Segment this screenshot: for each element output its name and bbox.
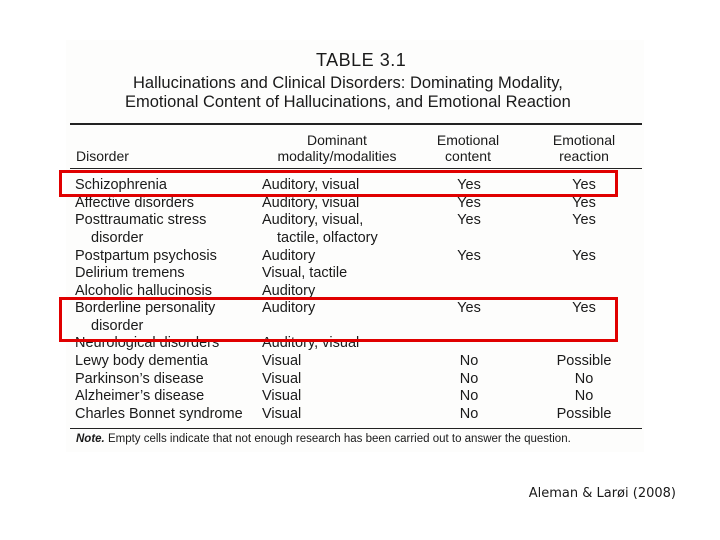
cell-disorder: Lewy body dementia — [75, 353, 208, 369]
cell-disorder: Schizophrenia — [75, 177, 167, 193]
cell-modality: Auditory, visual — [262, 335, 360, 351]
table-row — [0, 247, 720, 265]
table-title-line-1: Hallucinations and Clinical Disorders: Dominating Modality, — [133, 74, 563, 92]
cell-modality: tactile, olfactory — [277, 230, 378, 246]
table-row — [0, 229, 720, 247]
cell-reaction: Yes — [572, 195, 596, 211]
header-content-line-1: Emotional — [436, 132, 500, 148]
header-content-line-2: content — [445, 148, 491, 164]
cell-disorder: Parkinson’s disease — [75, 371, 204, 387]
cell-modality: Auditory, visual, — [262, 212, 364, 228]
table-bottom-rule — [70, 428, 642, 429]
cell-disorder: disorder — [91, 318, 144, 334]
cell-modality: Auditory — [262, 283, 316, 299]
table-row — [0, 352, 720, 370]
cell-disorder: Postpartum psychosis — [75, 248, 217, 264]
cell-content: Yes — [457, 177, 481, 193]
cell-disorder: Alzheimer’s disease — [75, 388, 205, 404]
cell-modality: Visual, tactile — [262, 265, 348, 281]
cell-modality: Visual — [262, 406, 302, 422]
cell-modality: Auditory, visual — [262, 195, 360, 211]
header-reaction-line-2: reaction — [559, 148, 609, 164]
table-row — [0, 211, 720, 229]
header-modality — [268, 132, 406, 164]
cell-content: No — [459, 388, 479, 404]
cell-disorder: Alcoholic hallucinosis — [75, 283, 213, 299]
header-disorder: Disorder — [76, 148, 129, 164]
cell-content: Yes — [457, 300, 481, 316]
cell-reaction: Yes — [572, 212, 596, 228]
table-title-line-2: Emotional Content of Hallucinations, and Emotional Reaction — [125, 93, 571, 111]
cell-disorder: Borderline personality — [75, 300, 216, 316]
cell-disorder: disorder — [91, 230, 144, 246]
cell-reaction: Yes — [572, 248, 596, 264]
header-rule — [70, 168, 642, 169]
header-modality-line-1: Dominant — [307, 132, 367, 148]
cell-reaction: Possible — [556, 406, 612, 422]
citation: Aleman & Larøi (2008) — [528, 486, 676, 501]
cell-reaction: Yes — [572, 300, 596, 316]
cell-modality: Auditory — [262, 248, 316, 264]
cell-content: No — [459, 406, 479, 422]
cell-reaction: No — [574, 371, 594, 387]
table-note — [76, 433, 571, 445]
note-label: Note. — [76, 433, 105, 445]
header-modality-line-2: modality/modalities — [277, 148, 397, 164]
highlight-box-borderline — [59, 297, 618, 342]
cell-content: Yes — [457, 195, 481, 211]
cell-disorder: Posttraumatic stress — [75, 212, 207, 228]
cell-disorder: Affective disorders — [75, 195, 195, 211]
cell-disorder: Charles Bonnet syndrome — [75, 406, 243, 422]
highlight-box-schizophrenia — [59, 170, 618, 197]
table-row — [0, 405, 720, 423]
cell-modality: Auditory, visual — [262, 177, 360, 193]
table-row — [0, 387, 720, 405]
cell-modality: Visual — [262, 388, 302, 404]
cell-reaction: Yes — [572, 177, 596, 193]
cell-disorder: Delirium tremens — [75, 265, 185, 281]
table-number: TABLE 3.1 — [316, 50, 407, 70]
table-row — [0, 264, 720, 282]
cell-reaction: Possible — [556, 353, 612, 369]
cell-content: No — [459, 353, 479, 369]
header-emotional-reaction — [544, 132, 624, 164]
table-top-rule — [70, 123, 642, 125]
cell-modality: Auditory — [262, 300, 316, 316]
cell-modality: Visual — [262, 371, 302, 387]
cell-content: Yes — [457, 212, 481, 228]
cell-disorder: Neurological disorders — [75, 335, 220, 351]
cell-content: Yes — [457, 248, 481, 264]
cell-modality: Visual — [262, 353, 302, 369]
table-row — [0, 370, 720, 388]
header-emotional-content — [428, 132, 508, 164]
cell-content: No — [459, 371, 479, 387]
header-reaction-line-1: Emotional — [552, 132, 616, 148]
cell-reaction: No — [574, 388, 594, 404]
note-text: Empty cells indicate that not enough research has been carried out to answer the question. — [104, 433, 571, 445]
